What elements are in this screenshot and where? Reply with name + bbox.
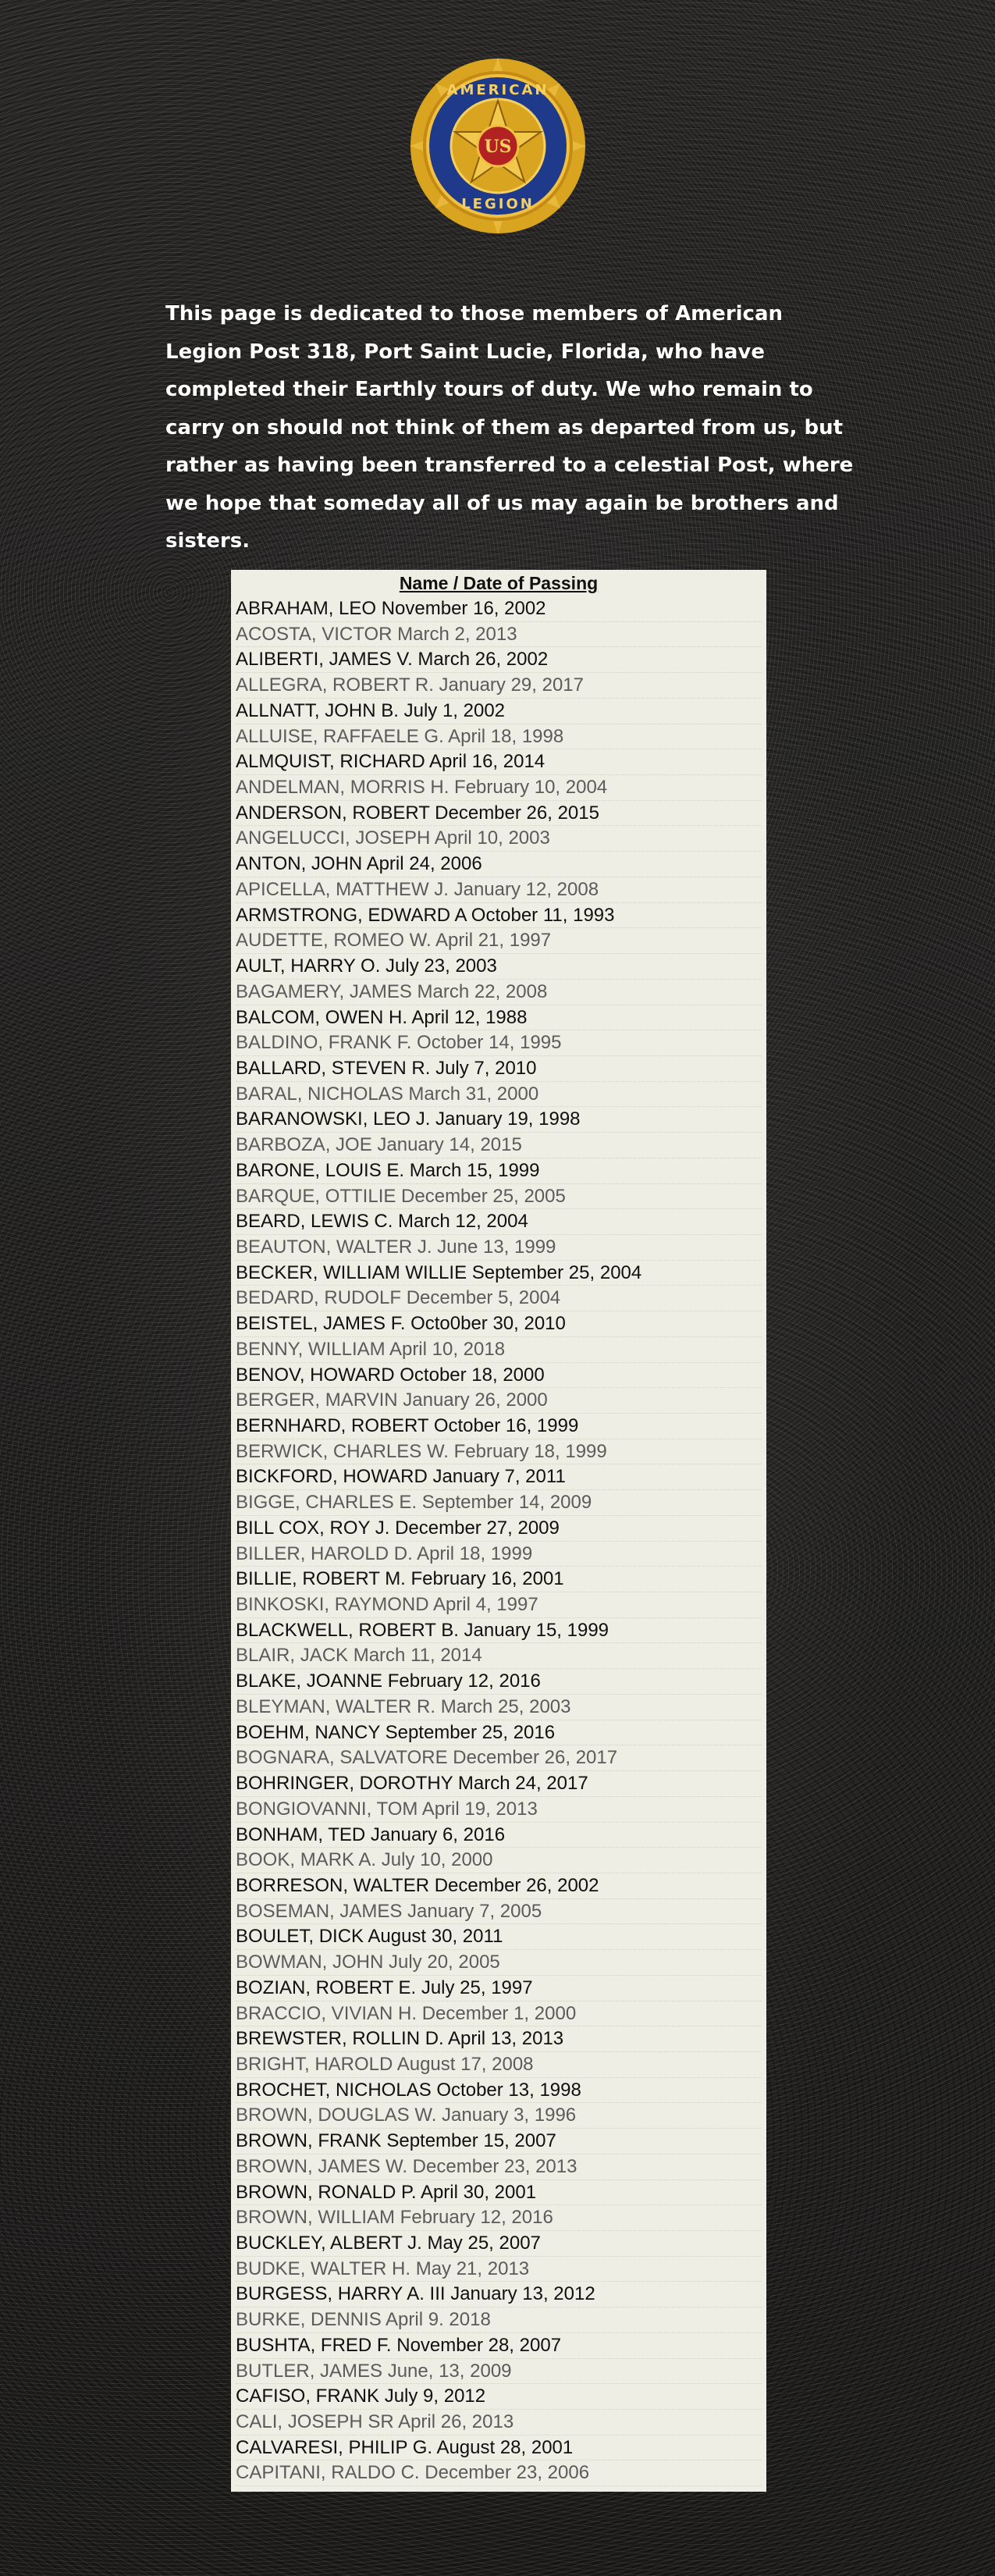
roster-entry: BLAKE, JOANNE February 12, 2016 xyxy=(236,1669,762,1695)
roster-entry: ALMQUIST, RICHARD April 16, 2014 xyxy=(236,749,762,775)
roster-entry: ANGELUCCI, JOSEPH April 10, 2003 xyxy=(236,826,762,852)
roster-entry: ARMSTRONG, EDWARD A October 11, 1993 xyxy=(236,903,762,929)
roster-entry: BEISTEL, JAMES F. Octo0ber 30, 2010 xyxy=(236,1311,762,1337)
roster-entry: BERGER, MARVIN January 26, 2000 xyxy=(236,1388,762,1414)
roster-entry: BOOK, MARK A. July 10, 2000 xyxy=(236,1848,762,1873)
roster-entry: AUDETTE, ROMEO W. April 21, 1997 xyxy=(236,928,762,954)
roster-entry: BENOV, HOWARD October 18, 2000 xyxy=(236,1363,762,1389)
roster-entry: CALVARESI, PHILIP G. August 28, 2001 xyxy=(236,2435,762,2461)
roster-entry: BALLARD, STEVEN R. July 7, 2010 xyxy=(236,1056,762,1082)
roster-entry: BERWICK, CHARLES W. February 18, 1999 xyxy=(236,1439,762,1465)
roster-entry: BONGIOVANNI, TOM April 19, 2013 xyxy=(236,1797,762,1823)
american-legion-emblem xyxy=(396,58,599,234)
roster-entry: ANDERSON, ROBERT December 26, 2015 xyxy=(236,801,762,827)
roster-entry: BILL COX, ROY J. December 27, 2009 xyxy=(236,1516,762,1542)
roster-entry: BROWN, DOUGLAS W. January 3, 1996 xyxy=(236,2103,762,2129)
roster-entry: BURKE, DENNIS April 9. 2018 xyxy=(236,2307,762,2333)
roster-entry: BONHAM, TED January 6, 2016 xyxy=(236,1823,762,1848)
roster-entry: BENNY, WILLIAM April 10, 2018 xyxy=(236,1337,762,1363)
roster-entry: BRIGHT, HAROLD August 17, 2008 xyxy=(236,2052,762,2078)
roster-entry: BROWN, RONALD P. April 30, 2001 xyxy=(236,2180,762,2206)
roster-entry: BEARD, LEWIS C. March 12, 2004 xyxy=(236,1209,762,1235)
roster-entry: BILLER, HAROLD D. April 18, 1999 xyxy=(236,1542,762,1567)
roster-entry: BUSHTA, FRED F. November 28, 2007 xyxy=(236,2333,762,2359)
roster-entry: ANDELMAN, MORRIS H. February 10, 2004 xyxy=(236,775,762,801)
roster-entry: BILLIE, ROBERT M. February 16, 2001 xyxy=(236,1567,762,1592)
roster-entry: BOSEMAN, JAMES January 7, 2005 xyxy=(236,1899,762,1925)
roster-entry: BUTLER, JAMES June, 13, 2009 xyxy=(236,2359,762,2385)
emblem-center-text: US xyxy=(484,137,512,157)
roster-entry: ALIBERTI, JAMES V. March 26, 2002 xyxy=(236,647,762,673)
roster-entry: BARONE, LOUIS E. March 15, 1999 xyxy=(236,1158,762,1184)
roster-entry: BORRESON, WALTER December 26, 2002 xyxy=(236,1873,762,1899)
roster-entry: BROWN, FRANK September 15, 2007 xyxy=(236,2129,762,2154)
roster-entry: BERNHARD, ROBERT October 16, 1999 xyxy=(236,1414,762,1439)
roster-entry: BURGESS, HARRY A. III January 13, 2012 xyxy=(236,2282,762,2307)
dedication-text: This page is dedicated to those members of American Legion Post 318, Port Saint Lucie, Florida, who have completed their Earthly tours of duty. We who remain to carry on should not think of them as departed from us, but rather as having been transferred to a celestial Post, where we hope that someday all of us may again be brothers and sisters. xyxy=(165,302,854,553)
roster-entry: BOGNARA, SALVATORE December 26, 2017 xyxy=(236,1745,762,1771)
roster-entry: CALI, JOSEPH SR April 26, 2013 xyxy=(236,2410,762,2435)
roster-entry: BALCOM, OWEN H. April 12, 1988 xyxy=(236,1005,762,1031)
roster-entry: ALLNATT, JOHN B. July 1, 2002 xyxy=(236,699,762,724)
roster-entry: CAPITANI, RALDO C. December 23, 2006 xyxy=(236,2460,762,2486)
roster-entry: BRACCIO, VIVIAN H. December 1, 2000 xyxy=(236,2001,762,2027)
roster-entry: BLAIR, JACK March 11, 2014 xyxy=(236,1643,762,1669)
roster-entry: BARQUE, OTTILIE December 25, 2005 xyxy=(236,1184,762,1210)
roster-list xyxy=(236,596,762,2486)
roster-entry: BALDINO, FRANK F. October 14, 1995 xyxy=(236,1030,762,1056)
roster-entry: BOZIAN, ROBERT E. July 25, 1997 xyxy=(236,1976,762,2001)
emblem-top-text: AMERICAN xyxy=(446,82,549,98)
roster-entry: BARBOZA, JOE January 14, 2015 xyxy=(236,1133,762,1158)
roster-entry: BAGAMERY, JAMES March 22, 2008 xyxy=(236,980,762,1005)
roster-entry: BROCHET, NICHOLAS October 13, 1998 xyxy=(236,2078,762,2104)
roster-entry: AULT, HARRY O. July 23, 2003 xyxy=(236,954,762,980)
roster-entry: ANTON, JOHN April 24, 2006 xyxy=(236,852,762,877)
roster-entry: BINKOSKI, RAYMOND April 4, 1997 xyxy=(236,1592,762,1618)
emblem-bottom-text: LEGION xyxy=(461,196,535,212)
roster-entry: BUCKLEY, ALBERT J. May 25, 2007 xyxy=(236,2231,762,2257)
roster-entry: BICKFORD, HOWARD January 7, 2011 xyxy=(236,1464,762,1490)
roster-header: Name / Date of Passing xyxy=(399,573,599,593)
roster-entry: BEDARD, RUDOLF December 5, 2004 xyxy=(236,1286,762,1311)
roster-entry: BREWSTER, ROLLIN D. April 13, 2013 xyxy=(236,2026,762,2052)
roster-entry: ABRAHAM, LEO November 16, 2002 xyxy=(236,596,762,622)
roster-entry: BROWN, WILLIAM February 12, 2016 xyxy=(236,2205,762,2231)
roster-entry: BOHRINGER, DOROTHY March 24, 2017 xyxy=(236,1771,762,1797)
roster-entry: BARAL, NICHOLAS March 31, 2000 xyxy=(236,1082,762,1108)
roster-entry: ACOSTA, VICTOR March 2, 2013 xyxy=(236,622,762,648)
roster-entry: BARANOWSKI, LEO J. January 19, 1998 xyxy=(236,1107,762,1133)
roster-entry: BEAUTON, WALTER J. June 13, 1999 xyxy=(236,1235,762,1261)
roster-entry: BECKER, WILLIAM WILLIE September 25, 2004 xyxy=(236,1261,762,1286)
roster-entry: APICELLA, MATTHEW J. January 12, 2008 xyxy=(236,877,762,903)
roster-entry: BOULET, DICK August 30, 2011 xyxy=(236,1924,762,1950)
roster-entry: BROWN, JAMES W. December 23, 2013 xyxy=(236,2154,762,2180)
roster-entry: BIGGE, CHARLES E. September 14, 2009 xyxy=(236,1490,762,1516)
roster-entry: CAFISO, FRANK July 9, 2012 xyxy=(236,2384,762,2410)
roster-panel xyxy=(231,570,766,2492)
roster-entry: BLACKWELL, ROBERT B. January 15, 1999 xyxy=(236,1618,762,1644)
roster-entry: BLEYMAN, WALTER R. March 25, 2003 xyxy=(236,1695,762,1720)
roster-entry: BOWMAN, JOHN July 20, 2005 xyxy=(236,1950,762,1976)
roster-entry: BUDKE, WALTER H. May 21, 2013 xyxy=(236,2257,762,2282)
roster-entry: ALLUISE, RAFFAELE G. April 18, 1998 xyxy=(236,724,762,750)
roster-entry: ALLEGRA, ROBERT R. January 29, 2017 xyxy=(236,673,762,699)
roster-entry: BOEHM, NANCY September 25, 2016 xyxy=(236,1720,762,1746)
